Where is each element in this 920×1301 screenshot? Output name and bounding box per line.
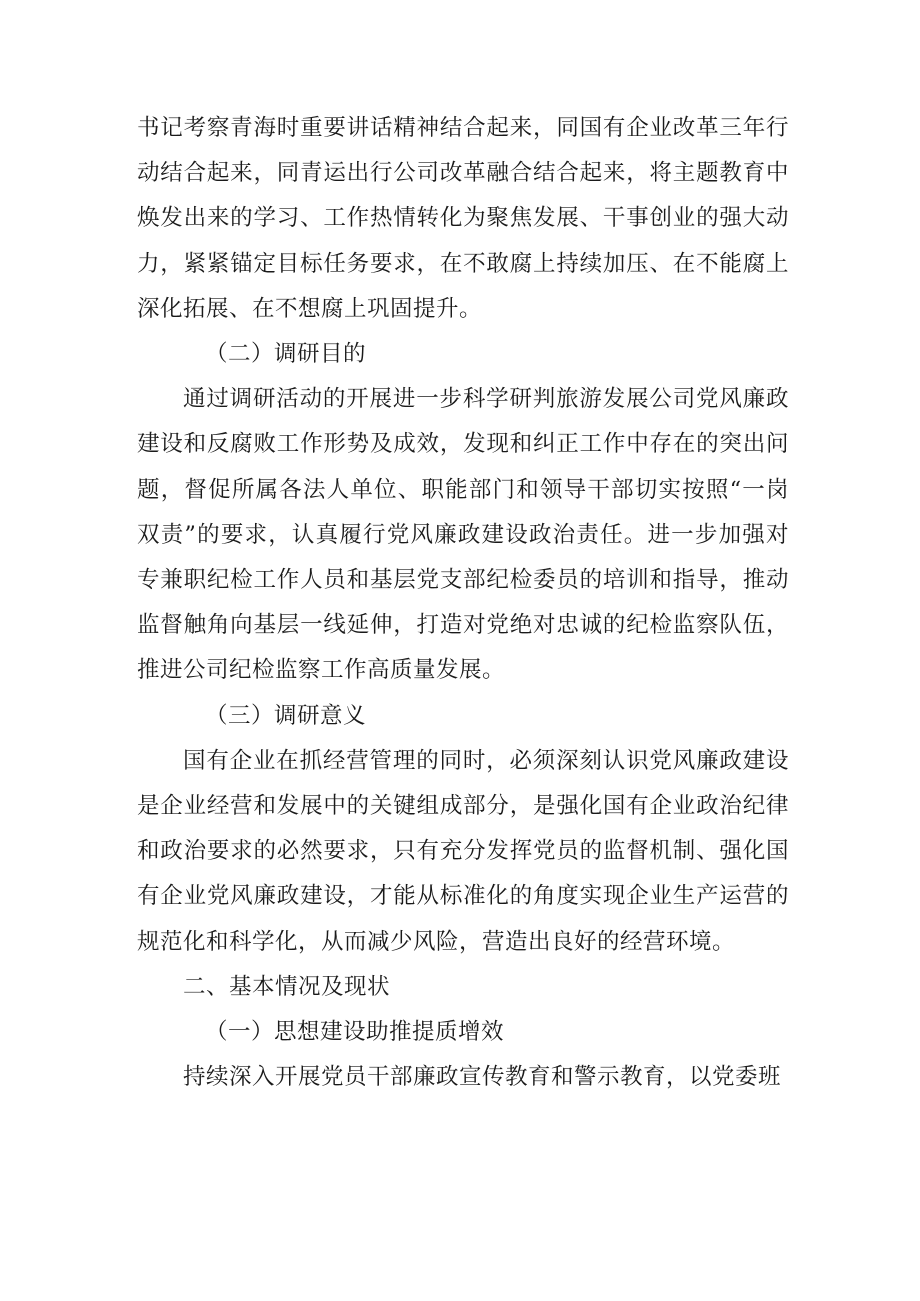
heading-research-significance: （三）调研意义 bbox=[205, 702, 367, 729]
paragraph-research-purpose: 通过调研活动的开展进一步科学研判旅游发展公司党风廉政建设和反腐败工作形势及成效，发现和纠正工作中存在的突出问题，督促所属各法人单位、职能部门和领导干部切实按照“一岗双责”的要求，认真履行党风廉政建设政治责任。进一步加强对专兼职纪检工作人员和基层党支部纪检委员的培训和指导，推动监督触角向基层一线延伸，打造对党绝对忠诚的纪检监察队伍，推进公司纪检监察工作高质量发展。 bbox=[137, 386, 789, 684]
heading-research-purpose: （二）调研目的 bbox=[205, 341, 367, 368]
paragraph-research-significance: 国有企业在抓经营管理的同时，必须深刻认识党风廉政建设是企业经营和发展中的关键组成部分，是强化国有企业政治纪律和政治要求的必然要求，只有充分发挥党员的监督机制、强化国有企业党风廉政建设，才能从标准化的角度实现企业生产运营的规范化和科学化，从而减少风险，营造出良好的经营环境。 bbox=[137, 747, 789, 955]
paragraph-ideological-building: 持续深入开展党员干部廉政宣传教育和警示教育，以党委班 bbox=[183, 1064, 782, 1091]
heading-basic-situation: 二、基本情况及现状 bbox=[183, 973, 391, 1000]
document-body bbox=[137, 106, 789, 1100]
heading-ideological-building: （一）思想建设助推提质增效 bbox=[205, 1019, 505, 1046]
paragraph-continuation: 书记考察青海时重要讲话精神结合起来，同国有企业改革三年行动结合起来，同青运出行公司改革融合结合起来，将主题教育中焕发出来的学习、工作热情转化为聚焦发展、干事创业的强大动力，紧紧锚定目标任务要求，在不敢腐上持续加压、在不能腐上深化拓展、在不想腐上巩固提升。 bbox=[137, 115, 789, 322]
